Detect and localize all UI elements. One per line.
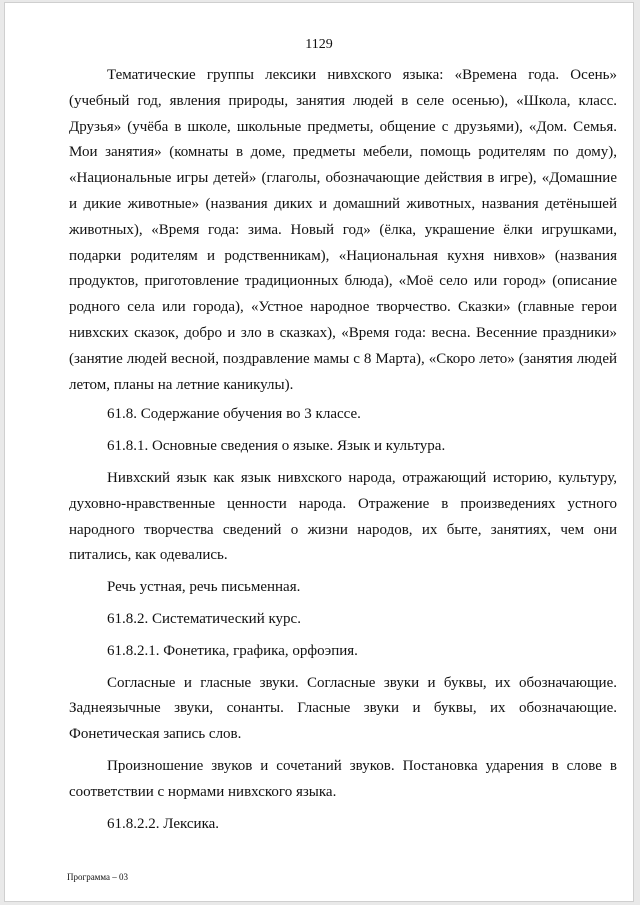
paragraph-consonants-vowels: Согласные и гласные звуки. Согласные звуки и буквы, их обозначающие. Заднеязычные звуки, сонанты. Гласные звуки и буквы, их обозначающие. Фонетическая запись слов.: [69, 674, 617, 743]
paragraph-section-61-8-2: 61.8.2. Систематический курс.: [107, 610, 301, 627]
document-page: [4, 2, 634, 902]
page-number: 1129: [305, 37, 333, 52]
paragraph-section-61-8-1: 61.8.1. Основные сведения о языке. Язык и культура.: [107, 438, 446, 455]
paragraph-section-61-8: 61.8. Содержание обучения во 3 классе.: [107, 406, 361, 423]
document-body: [69, 63, 617, 843]
paragraph-thematic-groups: Тематические группы лексики нивхского языка: «Времена года. Осень» (учебный год, явления природы, занятия людей в селе осенью), «Школа, класс. Друзья» (учёба в школе, школьные предметы, общение с друзьями), «Дом. Семья. Мои занятия» (комнаты в доме, предметы мебели, помощь родителям по дому), «Национальные игры детей» (глаголы, обозначающие действия в игре), «Домашние и дикие животные» (названия диких и домашний животных, названия детёнышей животных), «Время года: зима. Новый год» (ёлка, украшение ёлки игрушками, подарки родителям и родственникам), «Национальная кухня нивхов» (названия продуктов, приготовление традиционных блюда), «Моё село или город» (описание родного села или города), «Устное народное творчество. Сказки» (главные герои нивхских сказок, добро и зло в сказках), «Время года: весна. Весенние праздники» (занятие людей весной, поздравление мамы с 8 Марта), «Скоро лето» (занятия людей летом, планы на летние каникулы).: [69, 67, 617, 393]
paragraph-pronunciation: Произношение звуков и сочетаний звуков. Постановка ударения в слове в соответствии с нормами нивхского языка.: [69, 757, 617, 800]
footer-label: Программа – 03: [67, 872, 129, 882]
paragraph-section-61-8-2-1: 61.8.2.1. Фонетика, графика, орфоэпия.: [107, 642, 358, 659]
paragraph-language-culture: Нивхский язык как язык нивхского народа, отражающий историю, культуру, духовно-нравственные ценности народа. Отражение в произведениях устного народного творчества сведений о жизни народов, их быте, занятиях, чем они питались, как одевались.: [69, 469, 617, 564]
paragraph-section-61-8-2-2: 61.8.2.2. Лексика.: [107, 815, 220, 832]
paragraph-speech: Речь устная, речь письменная.: [107, 579, 301, 596]
